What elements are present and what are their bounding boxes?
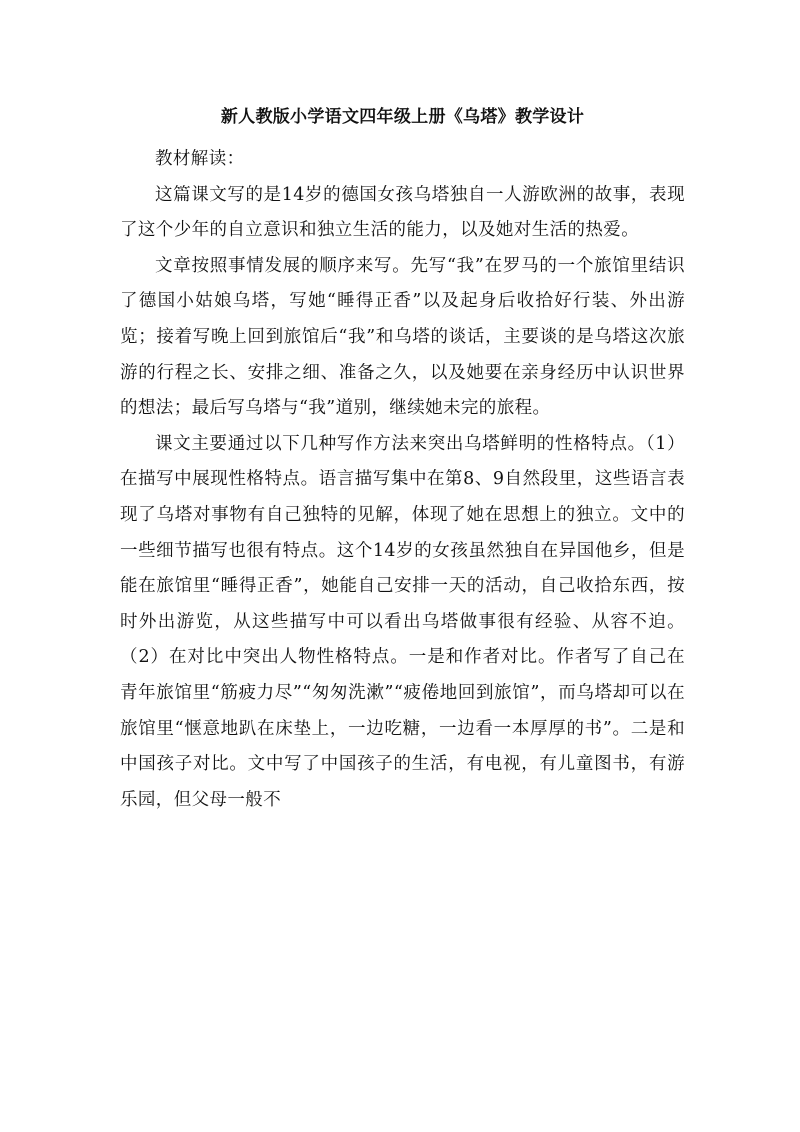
document-body bbox=[120, 102, 685, 818]
paragraph-story-summary: 这篇课文写的是14岁的德国女孩乌塔独自一人游欧洲的故事，表现了这个少年的自立意识和独立生活的能力，以及她对生活的热爱。 bbox=[120, 184, 685, 241]
paragraph-writing-methods: 课文主要通过以下几种写作方法来突出乌塔鲜明的性格特点。（1）在描写中展现性格特点。语言描写集中在第8、9自然段里，这些语言表现了乌塔对事物有自己独特的见解，体现了她在思想上的独立。文中的一些细节描写也很有特点。这个14岁的女孩虽然独自在异国他乡，但是能在旅馆里“睡得正香”，她能自己安排一天的活动，自己收拾东西，按时外出游览，从这些描写中可以看出乌塔做事很有经验、从容不迫。（2）在对比中突出人物性格特点。一是和作者对比。作者写了自己在青年旅馆里“筋疲力尽”“匆匆洗漱”“疲倦地回到旅馆”，而乌塔却可以在旅馆里“惬意地趴在床垫上，一边吃糖，一边看一本厚厚的书”。二是和中国孩子对比。文中写了中国孩子的生活，有电视，有儿童图书，有游乐园，但父母一般不 bbox=[120, 433, 685, 810]
section-heading-textbook-interpretation: 教材解读： bbox=[155, 149, 245, 169]
paragraph-story-structure: 文章按照事情发展的顺序来写。先写“我”在罗马的一个旅馆里结识了德国小姑娘乌塔，写她“睡得正香”以及起身后收拾好行装、外出游览；接着写晚上回到旅馆后“我”和乌塔的谈话，主要谈的是乌塔这次旅游的行程之长、安排之细、准备之久，以及她要在亲身经历中认识世界的想法；最后写乌塔与“我”道别，继续她未完的旅程。 bbox=[120, 255, 685, 419]
document-title: 新人教版小学语文四年级上册《乌塔》教学设计 bbox=[220, 107, 585, 127]
